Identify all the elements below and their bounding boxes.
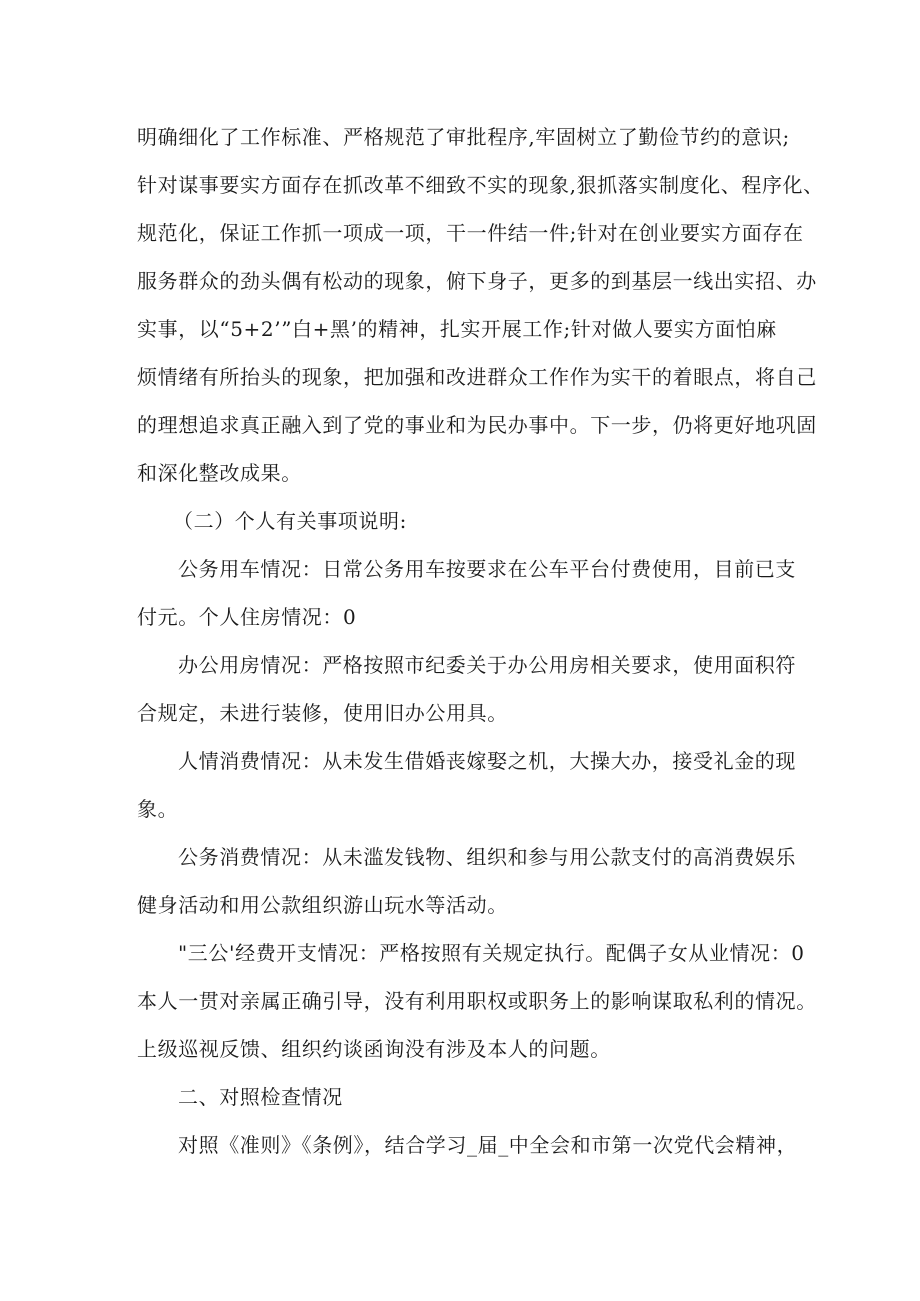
paragraph-line: 办公用房情况：严格按照市纪委关于办公用房相关要求，使用面积符 bbox=[178, 653, 796, 677]
paragraph-line: 健身活动和用公款组织游山玩水等活动。 bbox=[137, 893, 508, 917]
paragraph-line: 针对谋事要实方面存在抓改革不细致不实的现象,狠抓落实制度化、程序化、 bbox=[137, 173, 824, 197]
paragraph-line: 服务群众的劲头偶有松动的现象，俯下身子，更多的到基层一线出实招、办 bbox=[137, 269, 817, 293]
section-heading: 二、对照检查情况 bbox=[178, 1085, 343, 1109]
paragraph-line: 实事，以“5+2’”白+黑’的精神，扎实开展工作;针对做人要实方面怕麻 bbox=[137, 317, 777, 341]
paragraph-line: 上级巡视反馈、组织约谈函询没有涉及本人的问题。 bbox=[137, 1037, 611, 1061]
paragraph-line: 公务用车情况：日常公务用车按要求在公车平台付费使用，目前已支 bbox=[178, 557, 796, 581]
paragraph-line: 公务消费情况：从未滥发钱物、组织和参与用公款支付的高消费娱乐 bbox=[178, 845, 796, 869]
section-heading: （二）个人有关事项说明: bbox=[173, 509, 407, 533]
paragraph-line: "三公'经费开支情况：严格按照有关规定执行。配偶子女从业情况：0 bbox=[178, 941, 805, 965]
paragraph-line: 本人一贯对亲属正确引导，没有利用职权或职务上的影响谋取私利的情况。 bbox=[137, 989, 817, 1013]
paragraph-line: 象。 bbox=[137, 797, 179, 821]
paragraph-line: 烦情绪有所抬头的现象，把加强和改进群众工作作为实干的着眼点，将自己 bbox=[137, 365, 817, 389]
paragraph-line: 规范化，保证工作抓一项成一项，干一件结一件;针对在创业要实方面存在 bbox=[137, 221, 804, 245]
paragraph-line: 和深化整改成果。 bbox=[137, 461, 302, 485]
paragraph-line: 合规定，未进行装修，使用旧办公用具。 bbox=[137, 701, 508, 725]
paragraph-line: 的理想追求真正融入到了党的事业和为民办事中。下一步，仍将更好地巩固 bbox=[137, 413, 817, 437]
paragraph-line: 对照《准则》《条例》，结合学习_届_中全会和市第一次党代会精神， bbox=[178, 1133, 798, 1157]
paragraph-line: 付元。个人住房情况：0 bbox=[137, 605, 357, 629]
paragraph-line: 明确细化了工作标准、严格规范了审批程序,牢固树立了勤俭节约的意识; bbox=[137, 125, 790, 149]
paragraph-line: 人情消费情况：从未发生借婚丧嫁娶之机，大操大办，接受礼金的现 bbox=[178, 749, 796, 773]
